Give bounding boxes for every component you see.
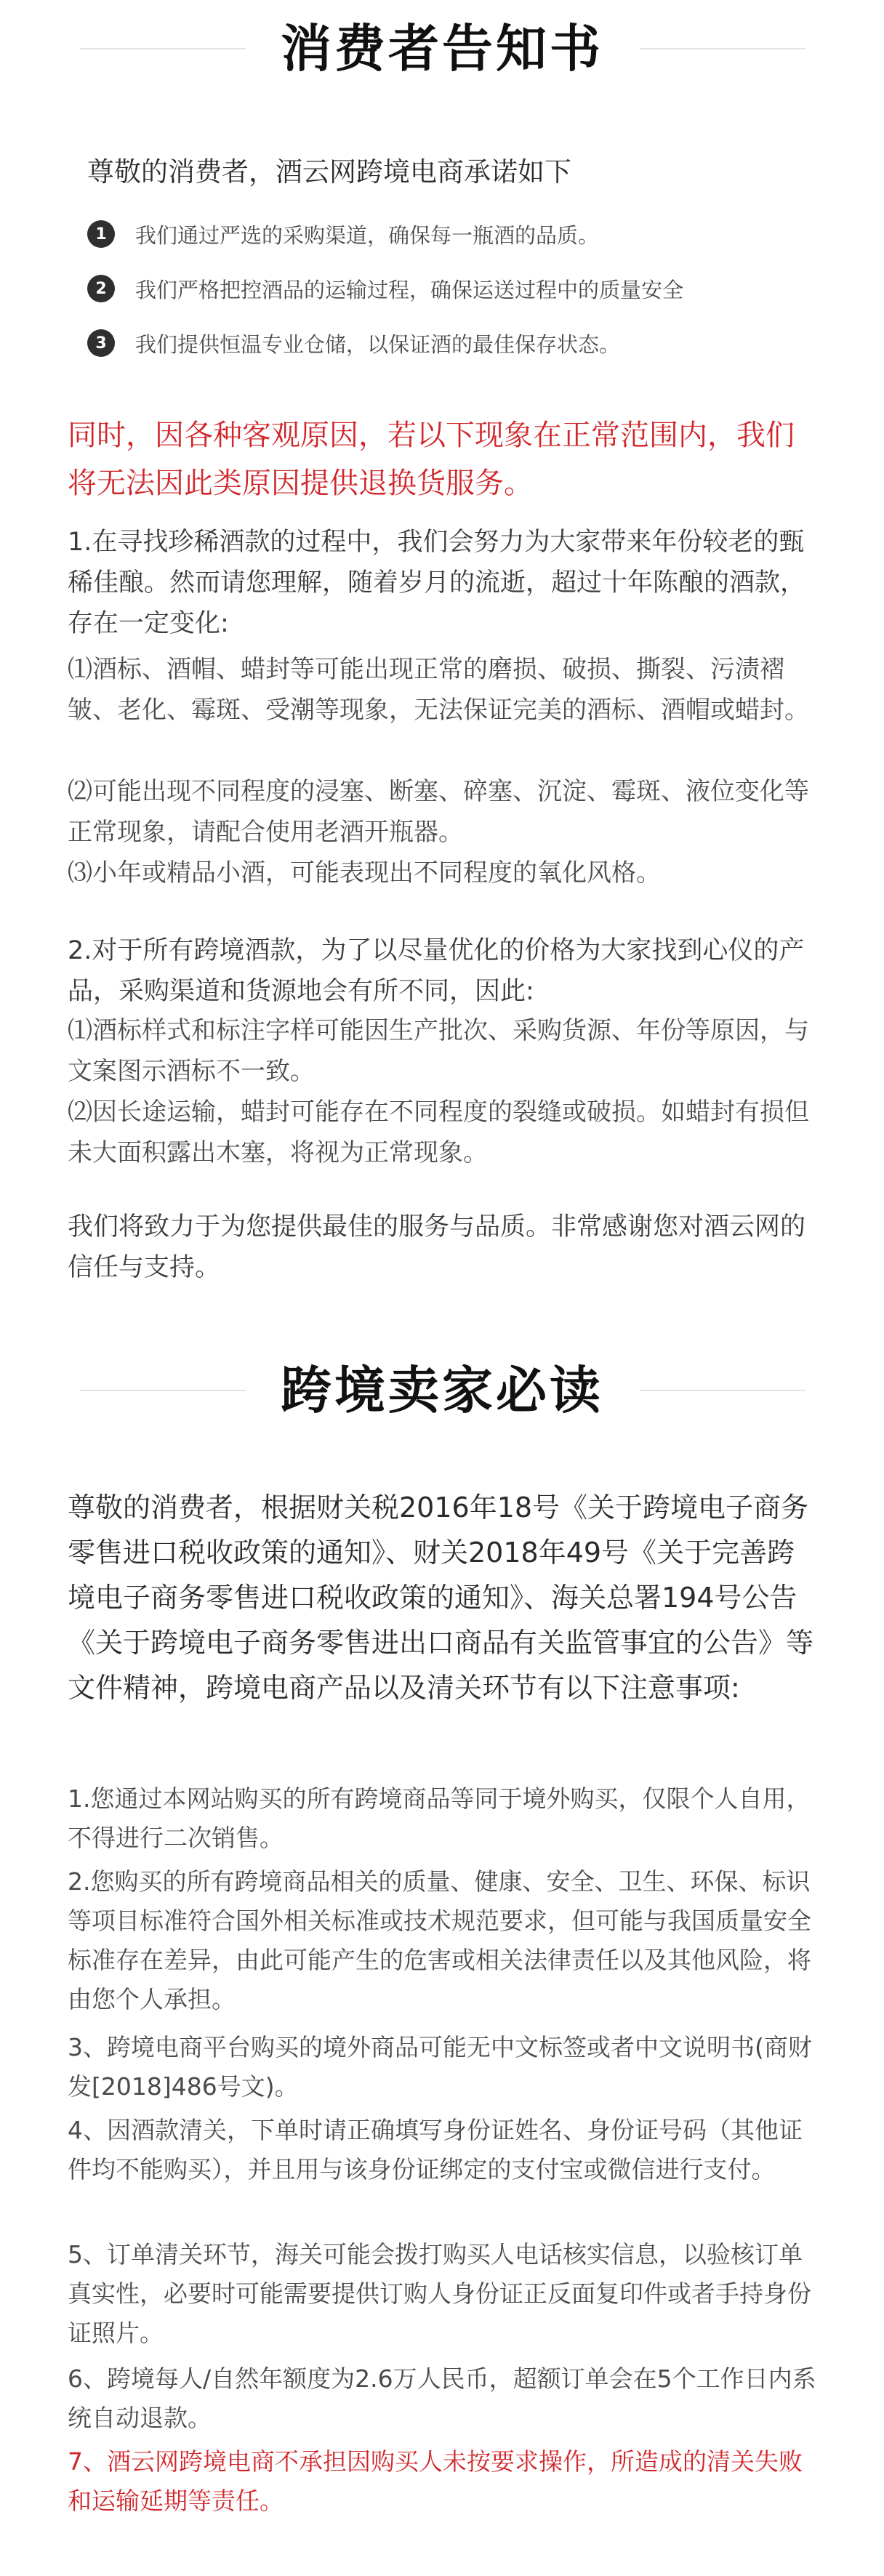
seller-notice-title: 跨境卖家必读 <box>281 1361 603 1420</box>
customs-item: 2.您购买的所有跨境商品相关的质量、健康、安全、卫生、环保、标识等项目标准符合国外相关标准或技术规范要求，但可能与我国质量安全标准存在差异，由此可能产生的危害或相关法律责任以及其他风险，将由您个人承担。 <box>68 1867 811 2013</box>
closing-statement: 我们将致力于为您提供最佳的服务与品质。非常感谢您对酒云网的信任与支持。 <box>68 1212 806 1282</box>
number-badge-icon: 1 <box>87 220 115 248</box>
promise-item <box>87 217 599 251</box>
customs-intro: 尊敬的消费者，根据财关税2016年18号《关于跨境电子商务零售进口税收政策的通知》、财关2018年49号《关于完善跨境电子商务零售进口税收政策的通知》、海关总署194号公告《关于跨境电子商务零售进出口商品有关监管事宜的公告》等文件精神，跨境电商产品以及清关环节有以下注意事项: <box>68 1492 814 1704</box>
point-1: 1.在寻找珍稀酒款的过程中，我们会努力为大家带来年份较老的甄稀佳酿。然而请您理解，随着岁月的流逝，超过十年陈酿的酒款，存在一定变化: <box>68 528 806 638</box>
detail-item: ⑵因长途运输，蜡封可能存在不同程度的裂缝或破损。如蜡封有损但未大面积露出木塞，将视为正常现象。 <box>68 1098 809 1167</box>
number-badge-icon: 3 <box>87 329 115 357</box>
promise-item <box>87 326 620 361</box>
customs-item-liability: 7、酒云网跨境电商不承担因购买人未按要求操作，所造成的清关失败和运输延期等责任。 <box>68 2447 803 2515</box>
promise-text: 我们严格把控酒品的运输过程，确保运送过程中的质量安全 <box>135 277 684 302</box>
customs-item: 6、跨境每人/自然年额度为2.6万人民币，超额订单会在5个工作日内系统自动退款。 <box>68 2364 816 2432</box>
customs-item: 3、跨境电商平台购买的境外商品可能无中文标签或者中文说明书(商财发[2018]486号文)。 <box>68 2033 812 2101</box>
customs-item: 5、订单清关环节，海关可能会拨打购买人电话核实信息，以验核订单真实性，必要时可能需要提供订购人身份证正反面复印件或者手持身份证照片。 <box>68 2240 811 2347</box>
promise-intro: 尊敬的消费者，酒云网跨境电商承诺如下 <box>87 156 571 188</box>
detail-item: ⑴酒标、酒帽、蜡封等可能出现正常的磨损、破损、撕裂、污渍褶皱、老化、霉斑、受潮等现象，无法保证完美的酒标、酒帽或蜡封。 <box>68 655 809 725</box>
detail-item: ⑵可能出现不同程度的浸塞、断塞、碎塞、沉淀、霉斑、液位变化等正常现象，请配合使用老酒开瓶器。 <box>68 777 809 847</box>
customs-item: 1.您通过本网站购买的所有跨境商品等同于境外购买，仅限个人自用，不得进行二次销售。 <box>68 1784 811 1852</box>
detail-item: ⑴酒标样式和标注字样可能因生产批次、采购货源、年份等原因，与文案图示酒标不一致。 <box>68 1016 809 1086</box>
customs-item: 4、因酒款清关，下单时请正确填写身份证姓名、身份证号码（其他证件均不能购买），并且用与该身份证绑定的支付宝或微信进行支付。 <box>68 2116 803 2183</box>
promise-text: 我们通过严选的采购渠道，确保每一瓶酒的品质。 <box>135 222 600 248</box>
promise-text: 我们提供恒温专业仓储，以保证酒的最佳保存状态。 <box>135 331 621 357</box>
point-2: 2.对于所有跨境酒款，为了以尽量优化的价格为大家找到心仪的产品，采购渠道和货源地会有所不同，因此: <box>68 936 805 1006</box>
notice-title: 消费者告知书 <box>281 19 603 79</box>
refund-exception-notice: 同时，因各种客观原因，若以下现象在正常范围内，我们将无法因此类原因提供退换货服务。 <box>68 419 795 500</box>
number-badge-icon: 2 <box>87 275 115 302</box>
detail-item: ⑶小年或精品小酒，可能表现出不同程度的氧化风格。 <box>68 858 661 887</box>
promise-item <box>87 271 683 306</box>
